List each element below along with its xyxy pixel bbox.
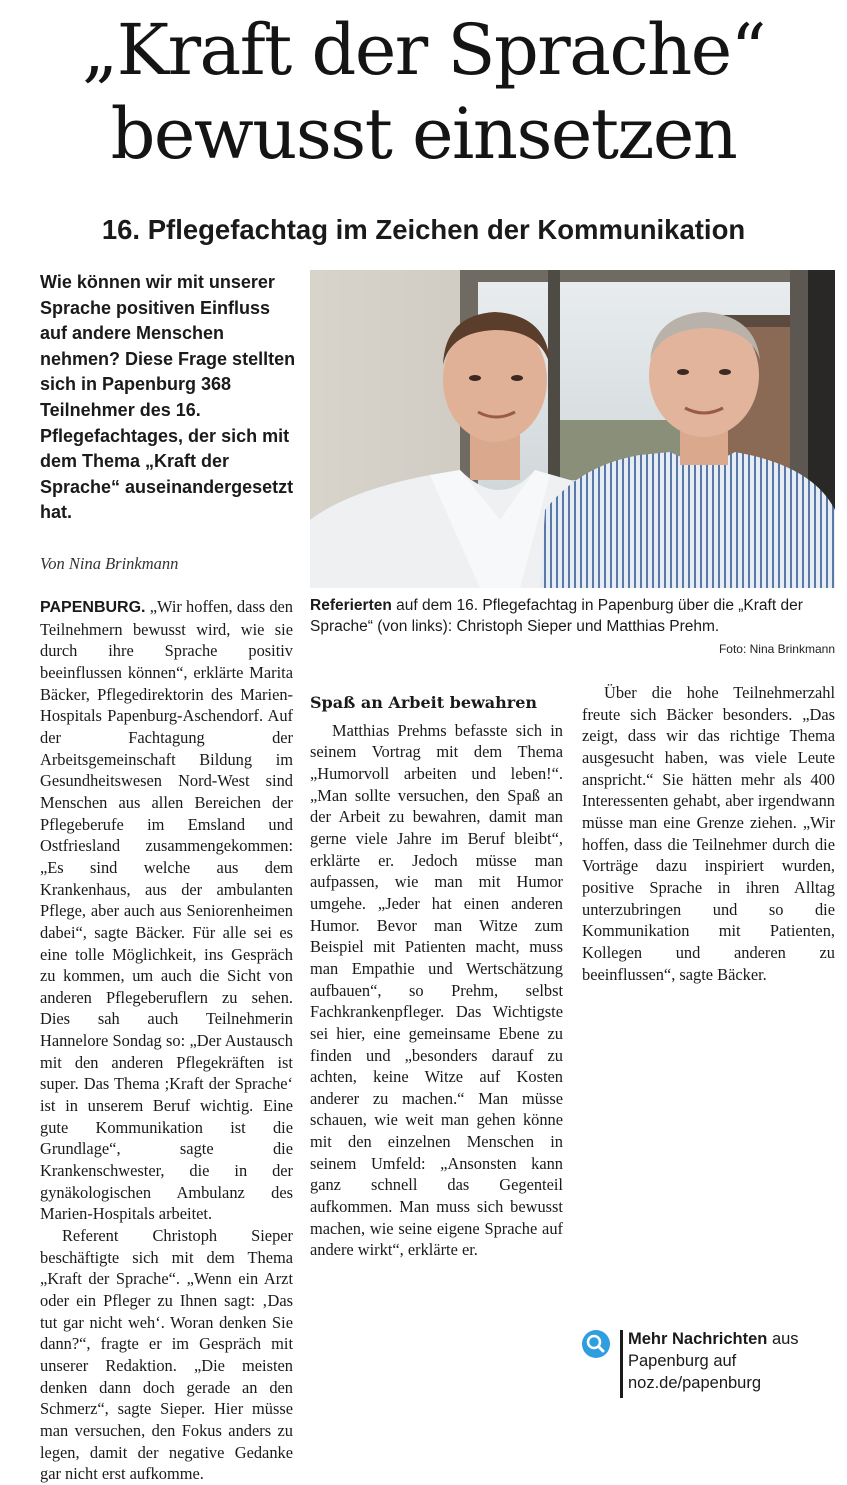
crosshead: Spaß an Arbeit bewahren bbox=[310, 693, 538, 712]
article-photo bbox=[310, 270, 835, 588]
caption-lead-word: Referierten bbox=[310, 597, 392, 614]
search-icon bbox=[582, 1330, 610, 1358]
photo-caption bbox=[310, 596, 835, 637]
more-news-box[interactable] bbox=[582, 1328, 837, 1400]
body-paragraph-2: Referent Christoph Sieper beschäftigte sich mit dem Thema „Kraft der Sprache“. „Wenn ein Arzt oder ein Pfleger zu Ihnen sagt: ‚Das tut gar nicht weh‘. Woran denken Sie dann?“, fragte er im Gespräch mit unserer Redaktion. „Die meisten denken dann doch gerade an den Schmerz“, sagte Sieper. Hier müsse man versuchen, den Fokus anders zu legen, damit der negative Gedanke gar nicht erst aufkomme. bbox=[40, 1226, 293, 1484]
dateline: PAPENBURG. bbox=[40, 599, 146, 616]
more-news-rest: aus Papenburg auf bbox=[628, 1330, 799, 1370]
body-column-1 bbox=[40, 596, 293, 1485]
body-paragraph-4: Über die hohe Teilnehmerzahl freute sich Bäcker besonders. „Das zeigt, dass wir das richtige Thema ausgesucht haben, was viele Leute anspricht.“ Sie hätten mehr als 400 Interessenten gehabt, aber irgendwann müsse man eine Grenze ziehen. „Wir hoffen, dass die Teilnehmer durch die Vorträge dazu inspiriert wurden, positive Sprache in ihren Alltag unterzubringen und so die Kommunikation mit Patienten, Kollegen und anderen zu beeinflussen“, sagte Bäcker. bbox=[582, 683, 835, 984]
caption-text: auf dem 16. Pflegefachtag in Papenburg über die „Kraft der Sprache“ (von links): Christoph Sieper und Matthias Prehm. bbox=[310, 597, 803, 635]
body-column-3 bbox=[582, 682, 835, 985]
headline-line-2: bewusst einsetzen bbox=[110, 93, 737, 175]
headline-line-1: „Kraft der Sprache“ bbox=[82, 9, 765, 91]
more-news-bold: Mehr Nachrichten bbox=[628, 1330, 768, 1348]
body-paragraph-1: „Wir hoffen, dass den Teilnehmern bewusst wird, wie sie durch ihre Sprache positiv beeinflussen können“, erklärte Marita Bäcker, Pflegedirektorin des Marien-Hospitals Papenburg-Aschendorf. Auf der Fachtagung der Arbeitsgemeinschaft Bildung im Gesundheitswesen Nord-West sind Menschen aus allen Bereichen der Pflegeberufe im Emsland und Ostfriesland zusammengekommen: „Es sind welche aus dem Krankenhaus, aus der ambulanten Pflege, aber auch aus Seniorenheimen dabei“, sagte Bäcker. Für alle sei es eine tolle Möglichkeit, ins Gespräch zu kommen, um auch die Sicht von anderen Pflegeberuflern zu sehen. Dies sah auch Teilnehmerin Hannelore Sondag so: „Der Austausch mit den anderen Pflegekräften ist super. Das Thema ;Kraft der Sprache‘ ist in unserem Beruf wichtig. Eine gute Kommunikation ist die Grundlage“, sagte die Krankenschwester, die in der gynäkologischen Ambulanz des Marien-Hospitals arbeitet. bbox=[40, 597, 293, 1224]
more-news-text bbox=[628, 1328, 838, 1394]
photo-illustration bbox=[310, 270, 835, 588]
author-byline: Von Nina Brinkmann bbox=[40, 554, 179, 573]
divider bbox=[620, 1330, 623, 1398]
body-column-2 bbox=[310, 682, 563, 1261]
subheadline: 16. Pflegefachtag im Zeichen der Kommunikation bbox=[101, 214, 746, 245]
headline bbox=[0, 8, 847, 176]
body-paragraph-3: Matthias Prehms befasste sich in seinem Vortrag mit dem Thema „Humorvoll arbeiten und leben!“. „Man sollte versuchen, den Spaß an der Arbeit zu bewahren, damit man gerne viele Jahre im Beruf bleibt“, erklärte er. Jedoch müsse man aufpassen, wie man mit Humor umgehe. „Jeder hat einen anderen Humor. Bevor man Witze zum Beispiel mit Patienten macht, muss man Empathie und Wertschätzung aufbauen“, so Prehm, selbst Fachkrankenpfleger. Das Wichtigste sei hier, eine gemeinsame Ebene zu finden und „besonders darauf zu achten, keine Witze auf Kosten anderer zu machen.“ Man müsse schauen, wie weit man gehen könne mit den einzelnen Menschen in seinem Umfeld: „Ansonsten kann ganz schnell das Gegenteil aufkommen. Man muss sich bewusst machen, wie seine eigene Sprache auf andere wirkt“, erklärte er. bbox=[310, 720, 563, 1260]
photo-credit: Foto: Nina Brinkmann bbox=[718, 642, 835, 656]
lead-paragraph: Wie können wir mit unserer Sprache positiven Einfluss auf andere Menschen nehmen? Diese Frage stellten sich in Papenburg 368 Teilnehmer des 16. Pflegefachtages, der sich mit dem Thema „Kraft der Sprache“ auseinandergesetzt hat. bbox=[40, 272, 296, 523]
more-news-link[interactable]: noz.de/papenburg bbox=[628, 1374, 762, 1392]
